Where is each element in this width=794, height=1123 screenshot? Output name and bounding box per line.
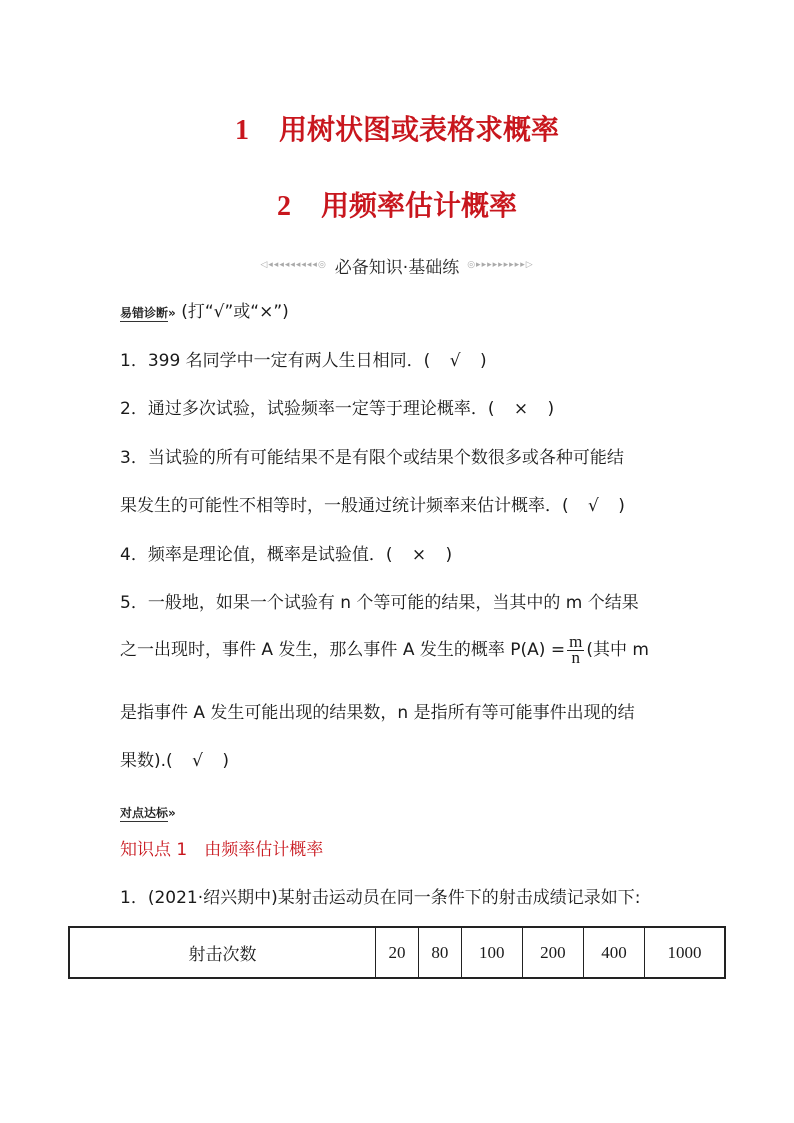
table-cell: 80	[418, 927, 461, 978]
section-error-diagnosis	[120, 300, 289, 325]
answer-mark: ×	[411, 545, 427, 565]
item-tail: )	[222, 751, 229, 771]
item-5-line-4	[120, 749, 229, 773]
item-tail: )	[547, 399, 555, 419]
shooting-table	[68, 926, 726, 979]
title-1-number: 1	[234, 115, 249, 146]
table-header-cell: 射击次数	[69, 927, 376, 978]
item-text: 1．399 名同学中一定有两人生日相同．(	[120, 351, 431, 371]
title-2-text: 用频率估计概率	[320, 189, 517, 222]
item-text: 果发生的可能性不相等时，一般通过统计频率来估计概率．(	[120, 496, 569, 516]
item-text: (其中 m	[586, 640, 649, 660]
answer-mark: √	[588, 496, 599, 516]
fraction	[567, 632, 584, 667]
table-cell: 400	[583, 927, 644, 978]
banner-left-decoration: ◁◂◂◂◂◂◂◂◂◂◎	[260, 260, 327, 270]
item-5-line-2	[120, 632, 649, 667]
item-5-line-3: 是指事件 A 发生可能出现的结果数，n 是指所有等可能事件出现的结	[120, 703, 635, 723]
knowledge-point-heading: 知识点 1 由频率估计概率	[120, 840, 324, 860]
item-2	[120, 397, 554, 421]
section-label: 对点达标»	[120, 806, 176, 820]
item-3-line-2	[120, 494, 625, 518]
item-1	[120, 349, 487, 373]
item-text: 2．通过多次试验，试验频率一定等于理论概率．(	[120, 399, 495, 419]
banner-text: 必备知识·基础练	[334, 257, 460, 278]
table-cell: 100	[461, 927, 522, 978]
item-tail: )	[479, 351, 487, 371]
answer-mark: √	[449, 351, 461, 371]
item-5-line-1: 5．一般地，如果一个试验有 n 个等可能的结果，当其中的 m 个结果	[120, 593, 639, 613]
answer-mark: ×	[513, 399, 529, 419]
title-2	[0, 184, 794, 224]
banner-right-decoration: ◎▸▸▸▸▸▸▸▸▸▷	[467, 260, 534, 270]
item-text: 之一出现时，事件 A 发生，那么事件 A 发生的概率 P(A) =	[120, 640, 566, 660]
fraction-denominator: n	[571, 648, 580, 667]
item-4	[120, 543, 452, 567]
table-cell: 1000	[645, 927, 725, 978]
item-tail: )	[445, 545, 453, 565]
title-1-text: 用树状图或表格求概率	[278, 113, 559, 146]
section-label: 易错诊断»	[120, 306, 176, 320]
section-banner	[0, 252, 794, 278]
title-1	[0, 108, 794, 148]
section-note: (打“√”或“×”)	[181, 302, 289, 322]
item-3-line-1: 3．当试验的所有可能结果不是有限个或结果个数很多或各种可能结	[120, 448, 624, 468]
table-cell: 20	[376, 927, 419, 978]
answer-mark: √	[192, 751, 203, 771]
item-text: 果数).(	[120, 751, 173, 771]
fraction-numerator: m	[569, 632, 583, 651]
item-text: 4．频率是理论值，概率是试验值．(	[120, 545, 393, 565]
table-cell: 200	[522, 927, 583, 978]
item-tail: )	[618, 496, 625, 516]
section-practice	[120, 800, 176, 825]
question-1: 1．(2021·绍兴期中)某射击运动员在同一条件下的射击成绩记录如下:	[120, 888, 641, 908]
table-row	[69, 927, 725, 978]
title-2-number: 2	[276, 191, 291, 222]
